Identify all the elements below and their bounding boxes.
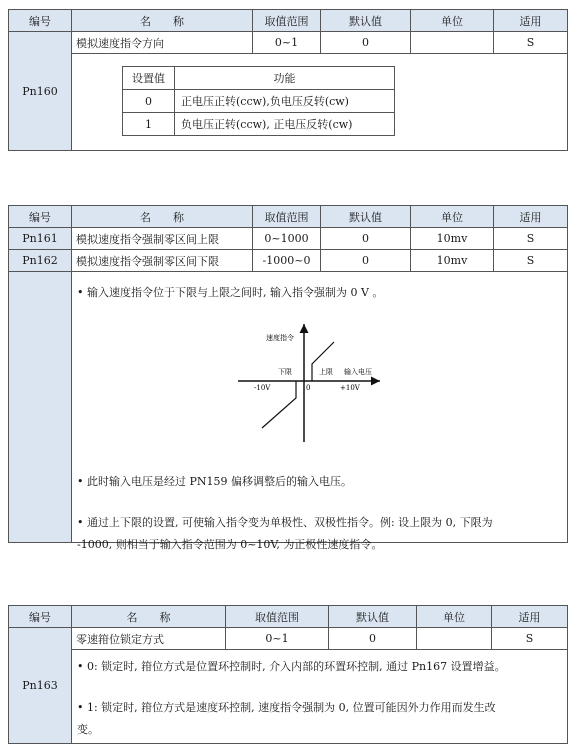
upper-limit-label: 上限 [319, 368, 333, 376]
subtable-header-row [123, 67, 395, 90]
subtable-func: 正电压正转(ccw),负电压反转(cw) [175, 90, 395, 113]
setting-subtable [122, 66, 395, 136]
subtable-header-func: 功能 [175, 67, 395, 90]
param-name: 零速箝位锁定方式 [72, 628, 226, 650]
subtable-row [123, 90, 395, 113]
param-name: 模拟速度指令强制零区间下限 [72, 250, 253, 272]
param-unit: 10mv [411, 250, 494, 272]
header-range: 取值范围 [253, 206, 321, 228]
header-name: 名 称 [72, 606, 226, 628]
param-unit: 10mv [411, 228, 494, 250]
note-text: • 通过上下限的设置, 可使输入指令变为单极性、双极性指令。例: 设上限为 0, 下限为 [77, 516, 493, 529]
param-id: Pn162 [9, 250, 72, 272]
subtable-value: 0 [123, 90, 175, 113]
note-text: • 此时输入电压是经过 PN159 偏移调整后的输入电压。 [77, 475, 352, 488]
param-id: Pn161 [9, 228, 72, 250]
header-id: 编号 [9, 206, 72, 228]
x-axis-label: 输入电压 [344, 368, 372, 376]
param-id: Pn160 [9, 32, 72, 151]
table-header-row [9, 10, 568, 32]
param-default: 0 [329, 628, 417, 650]
param-unit [417, 628, 492, 650]
subtable-func: 负电压正转(ccw), 正电压反转(cw) [175, 113, 395, 136]
header-apply: 适用 [492, 606, 568, 628]
detail-id-cell [9, 272, 72, 543]
y-axis-label: 速度指令 [266, 334, 294, 342]
header-unit: 单位 [417, 606, 492, 628]
header-name: 名 称 [72, 10, 253, 32]
subtable-value: 1 [123, 113, 175, 136]
header-apply: 适用 [494, 10, 568, 32]
param-apply: S [492, 628, 568, 650]
param-range: 0~1 [226, 628, 329, 650]
param-name: 模拟速度指令方向 [72, 32, 253, 54]
deadband-diagram [230, 318, 390, 448]
header-id: 编号 [9, 10, 72, 32]
header-id: 编号 [9, 606, 72, 628]
param-id: Pn163 [9, 628, 72, 744]
table-header-row [9, 206, 568, 228]
note-text: • 0: 锁定时, 箝位方式是位置环控制时, 介入内部的环置环控制, 通过 Pn167 设置增益。 [77, 660, 506, 673]
param-default: 0 [321, 250, 411, 272]
header-default: 默认值 [321, 10, 411, 32]
zero-tick-label: 0 [306, 384, 311, 392]
header-default: 默认值 [321, 206, 411, 228]
header-apply: 适用 [494, 206, 568, 228]
table-row [9, 628, 568, 650]
table-row [9, 228, 568, 250]
header-range: 取值范围 [253, 10, 321, 32]
note-text: • 1: 锁定时, 箝位方式是速度环控制, 速度指令强制为 0, 位置可能因外力作用而发生改 [77, 701, 496, 714]
param-unit [411, 32, 494, 54]
param-apply: S [494, 32, 568, 54]
table-row [9, 250, 568, 272]
neg-tick-label: -10V [254, 384, 271, 392]
table-header-row [9, 606, 568, 628]
param-apply: S [494, 228, 568, 250]
note-text: 变。 [77, 723, 99, 736]
note-text: -1000, 则相当于输入指令范围为 0~10V, 为正极性速度指令。 [77, 538, 383, 551]
subtable-header-value: 设置值 [123, 67, 175, 90]
param-range: 0~1 [253, 32, 321, 54]
header-unit: 单位 [411, 10, 494, 32]
pos-tick-label: +10V [340, 384, 360, 392]
param-default: 0 [321, 228, 411, 250]
header-default: 默认值 [329, 606, 417, 628]
param-range: 0~1000 [253, 228, 321, 250]
lower-limit-label: 下限 [278, 368, 292, 376]
subtable-row [123, 113, 395, 136]
param-default: 0 [321, 32, 411, 54]
param-range: -1000~0 [253, 250, 321, 272]
header-unit: 单位 [411, 206, 494, 228]
param-name: 模拟速度指令强制零区间上限 [72, 228, 253, 250]
header-range: 取值范围 [226, 606, 329, 628]
table-row [9, 32, 568, 54]
header-name: 名 称 [72, 206, 253, 228]
param-apply: S [494, 250, 568, 272]
note-text: • 输入速度指令位于下限与上限之间时, 输入指令强制为 0 V 。 [77, 286, 384, 299]
